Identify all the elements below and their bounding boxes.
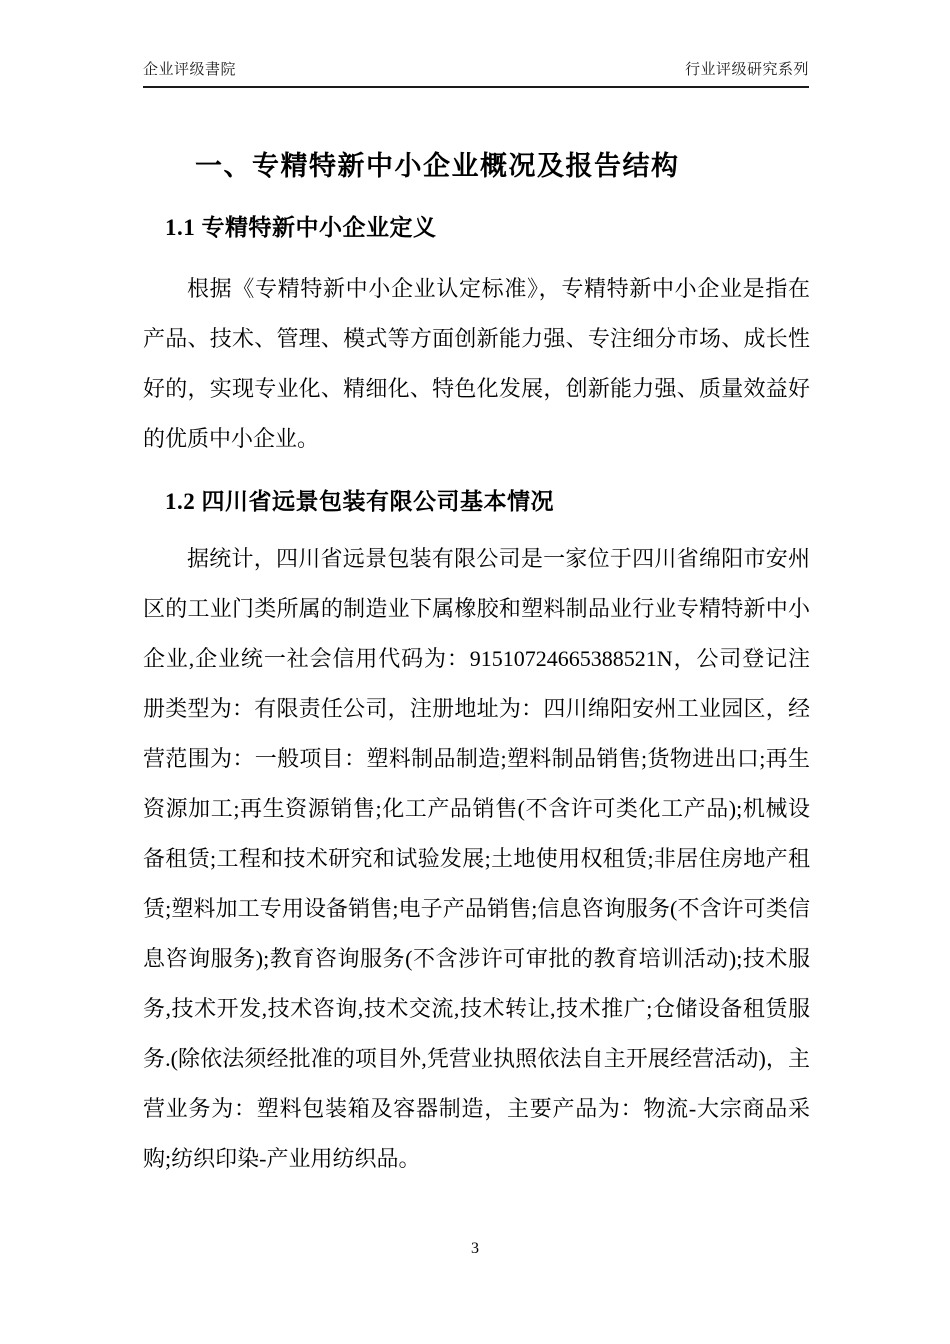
page-number: 3 — [471, 1240, 479, 1257]
section-heading: 一、专精特新中小企业概况及报告结构 — [195, 151, 680, 181]
paragraph-definition: 根据《专精特新中小企业认定标准》，专精特新中小企业是指在产品、技术、管理、模式等方面创新能力强、专注细分市场、成长性好的，实现专业化、精细化、特色化发展，创新能力强、质量效益好的优质中小企业。 — [143, 276, 810, 451]
paragraph-company-profile: 据统计，四川省远景包装有限公司是一家位于四川省绵阳市安州区的工业门类所属的制造业下属橡胶和塑料制品业行业专精特新中小企业,企业统一社会信用代码为：91510724665388521N，公司登记注册类型为：有限责任公司，注册地址为：四川绵阳安州工业园区，经营范围为：一般项目：塑料制品制造;塑料制品销售;货物进出口;再生资源加工;再生资源销售;化工产品销售(不含许可类化工产品);机械设备租赁;工程和技术研究和试验发展;土地使用权租赁;非居住房地产租赁;塑料加工专用设备销售;电子产品销售;信息咨询服务(不含许可类信息咨询服务);教育咨询服务(不含涉许可审批的教育培训活动);技术服务,技术开发,技术咨询,技术交流,技术转让,技术推广;仓储设备租赁服务.(除依法须经批准的项目外,凭营业执照依法自主开展经营活动)，主营业务为：塑料包装箱及容器制造，主要产品为：物流-大宗商品采购;纺织印染-产业用纺织品。 — [143, 546, 810, 1171]
header-series-text: 行业评级研究系列 — [684, 61, 809, 78]
subsection-1-1-heading: 1.1 专精特新中小企业定义 — [165, 215, 437, 240]
page-footer — [0, 1240, 950, 1258]
subsection-1-2-heading: 1.2 四川省远景包装有限公司基本情况 — [165, 489, 554, 514]
page-header — [143, 58, 809, 88]
header-brand-text: 企业评级書院 — [143, 61, 237, 78]
